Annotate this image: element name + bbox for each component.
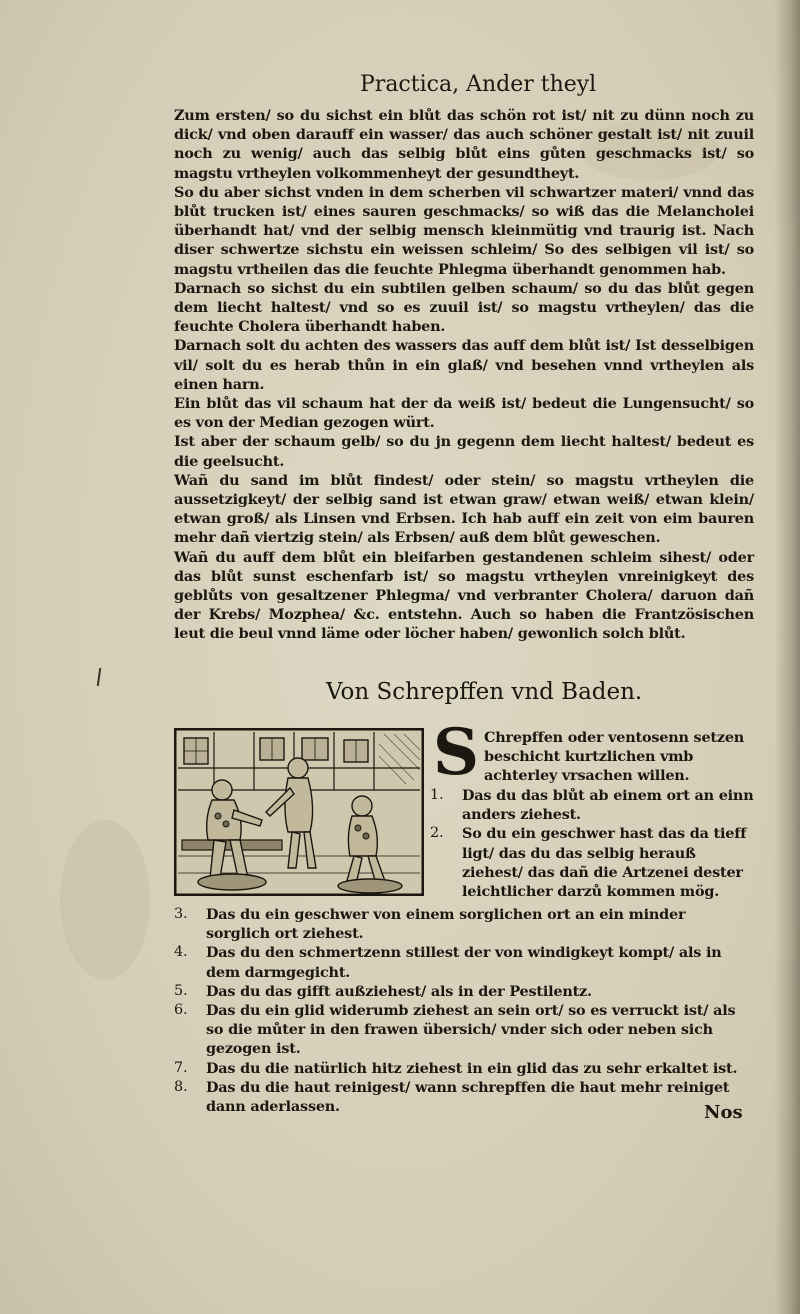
list-text: Das du ein glid widerumb ziehest an sein ort/ so es verruckt ist/ als so die můter in den frawen übersich/ vnder sich oder neben sich gezogen ist. — [206, 1002, 736, 1058]
list-item — [430, 786, 756, 824]
paper-stain — [60, 820, 150, 980]
list-text: Das du ein geschwer von einem sorglichen ort an ein minder sorglich ort ziehest. — [206, 906, 686, 943]
drop-cap: S — [432, 715, 480, 790]
list-text: Das du den schmertzenn stillest der von windigkeyt kompt/ als in dem darmgegicht. — [206, 944, 722, 981]
catchword: Nos — [704, 1102, 743, 1123]
list-item — [174, 905, 754, 943]
section-intro: Chrepffen oder ventosenn setzen beschicht kurtzlichen vmb achterley vrsachen willen. — [484, 729, 745, 785]
paragraph: Wañ du sand im blůt findest/ oder stein/ so magstu vrtheylen die aussetzigkeyt/ der selbig sand ist etwan graw/ etwan weiß/ etwan klein/ etwan groß/ als Linsen vnd Erbsen. Ich hab auff ein zeit von eim bauren mehr dañ viertzig stein/ als Erbsen/ auß dem blůt geweschen. — [174, 471, 754, 547]
section-title: Von Schrepffen vnd Baden. — [326, 679, 643, 705]
list-text: So du ein geschwer hast das da tieff ligt/ das du das selbig herauß ziehest/ das dañ die Artzenei dester leichtlicher darzů kommen mög. — [462, 825, 747, 901]
paragraph: Ein blůt das vil schaum hat der da weiß ist/ bedeut die Lungensucht/ so es von der Median gezogen würt. — [174, 395, 754, 432]
margin-mark — [97, 668, 101, 686]
numbered-list-beside-image — [430, 786, 756, 901]
list-number: 3. — [174, 906, 188, 922]
list-number: 5. — [174, 982, 188, 999]
page-gutter-shadow — [774, 0, 800, 1314]
paragraph: Ist aber der schaum gelb/ so du jn gegenn dem liecht haltest/ bedeut es die geelsucht. — [174, 433, 754, 470]
paragraph: Darnach solt du achten des wassers das auff dem blůt ist/ Ist desselbigen vil/ solt du es herab thůn in ein glaß/ vnd besehen vnnd vrtheylen als einen harn. — [174, 337, 754, 393]
list-item — [174, 1078, 754, 1116]
list-text: Das du das blůt ab einem ort an einn anders ziehest. — [462, 787, 754, 824]
list-number: 1. — [430, 787, 444, 803]
list-item — [174, 943, 754, 981]
list-number: 7. — [174, 1059, 188, 1076]
list-number: 8. — [174, 1078, 188, 1095]
body-text-upper — [174, 106, 754, 644]
paragraph: Darnach so sichst du ein subtilen gelben schaum/ so du das blůt gegen dem liecht haltest/ vnd so es zuuil ist/ so magstu vrtheylen/ das die feuchte Cholera überhandt haben. — [174, 279, 754, 336]
numbered-list — [174, 905, 754, 1116]
paragraph: Wañ du auff dem blůt ein bleifarben gestandenen schleim sihest/ oder das blůt sunst eschenfarb ist/ so magstu vrtheylen vnreinigkeyt des geblůts von gesaltzener Phlegma/ vnd verbranter Cholera/ daruon dañ der Krebs/ Mozphea/ &c. entstehn. Auch so haben die Frantzösischen leut die beul vnnd läme oder löcher haben/ gewonlich solch blůt. — [174, 548, 754, 643]
list-text: Das du die natürlich hitz ziehest in ein glid das zu sehr erkaltet ist. — [206, 1059, 738, 1077]
list-item — [174, 982, 754, 1001]
list-text: Das du die haut reinigest/ wann schrepffen die haut mehr reiniget dann aderlassen. — [206, 1078, 730, 1116]
list-text: Das du das gifft außziehest/ als in der Pestilentz. — [206, 982, 592, 1000]
paragraph: So du aber sichst vnden in dem scherben vil schwartzer materi/ vnnd das blůt trucken ist/ eines sauren geschmacks/ so wiß das die Melancholei überhandt hat/ vnd der selbig mensch kleinmütig vnd traurig ist. Nach diser schwertze sichstu ein weissen schleim/ So des selbigen vil ist/ so magstu vrtheilen das die feuchte Phlegma überhandt genommen hab. — [174, 183, 754, 278]
paragraph: Zum ersten/ so du sichst ein blůt das schön rot ist/ nit zu dünn noch zu dick/ vnd oben darauff ein wasser/ das auch schöner gestalt ist/ nit zuuil noch zu wenig/ auch das selbig blůt eins gůten geschmacks ist/ so magstu vrtheylen volkommenheyt der gesundtheyt. — [174, 107, 754, 182]
list-number: 2. — [430, 825, 444, 842]
list-number: 6. — [174, 1002, 188, 1019]
list-item — [174, 1001, 754, 1059]
list-number: 4. — [174, 944, 188, 961]
list-item — [174, 1059, 754, 1078]
list-item — [430, 824, 756, 901]
running-header: Practica, Ander theyl — [360, 72, 597, 97]
woodcut-illustration — [174, 728, 424, 896]
